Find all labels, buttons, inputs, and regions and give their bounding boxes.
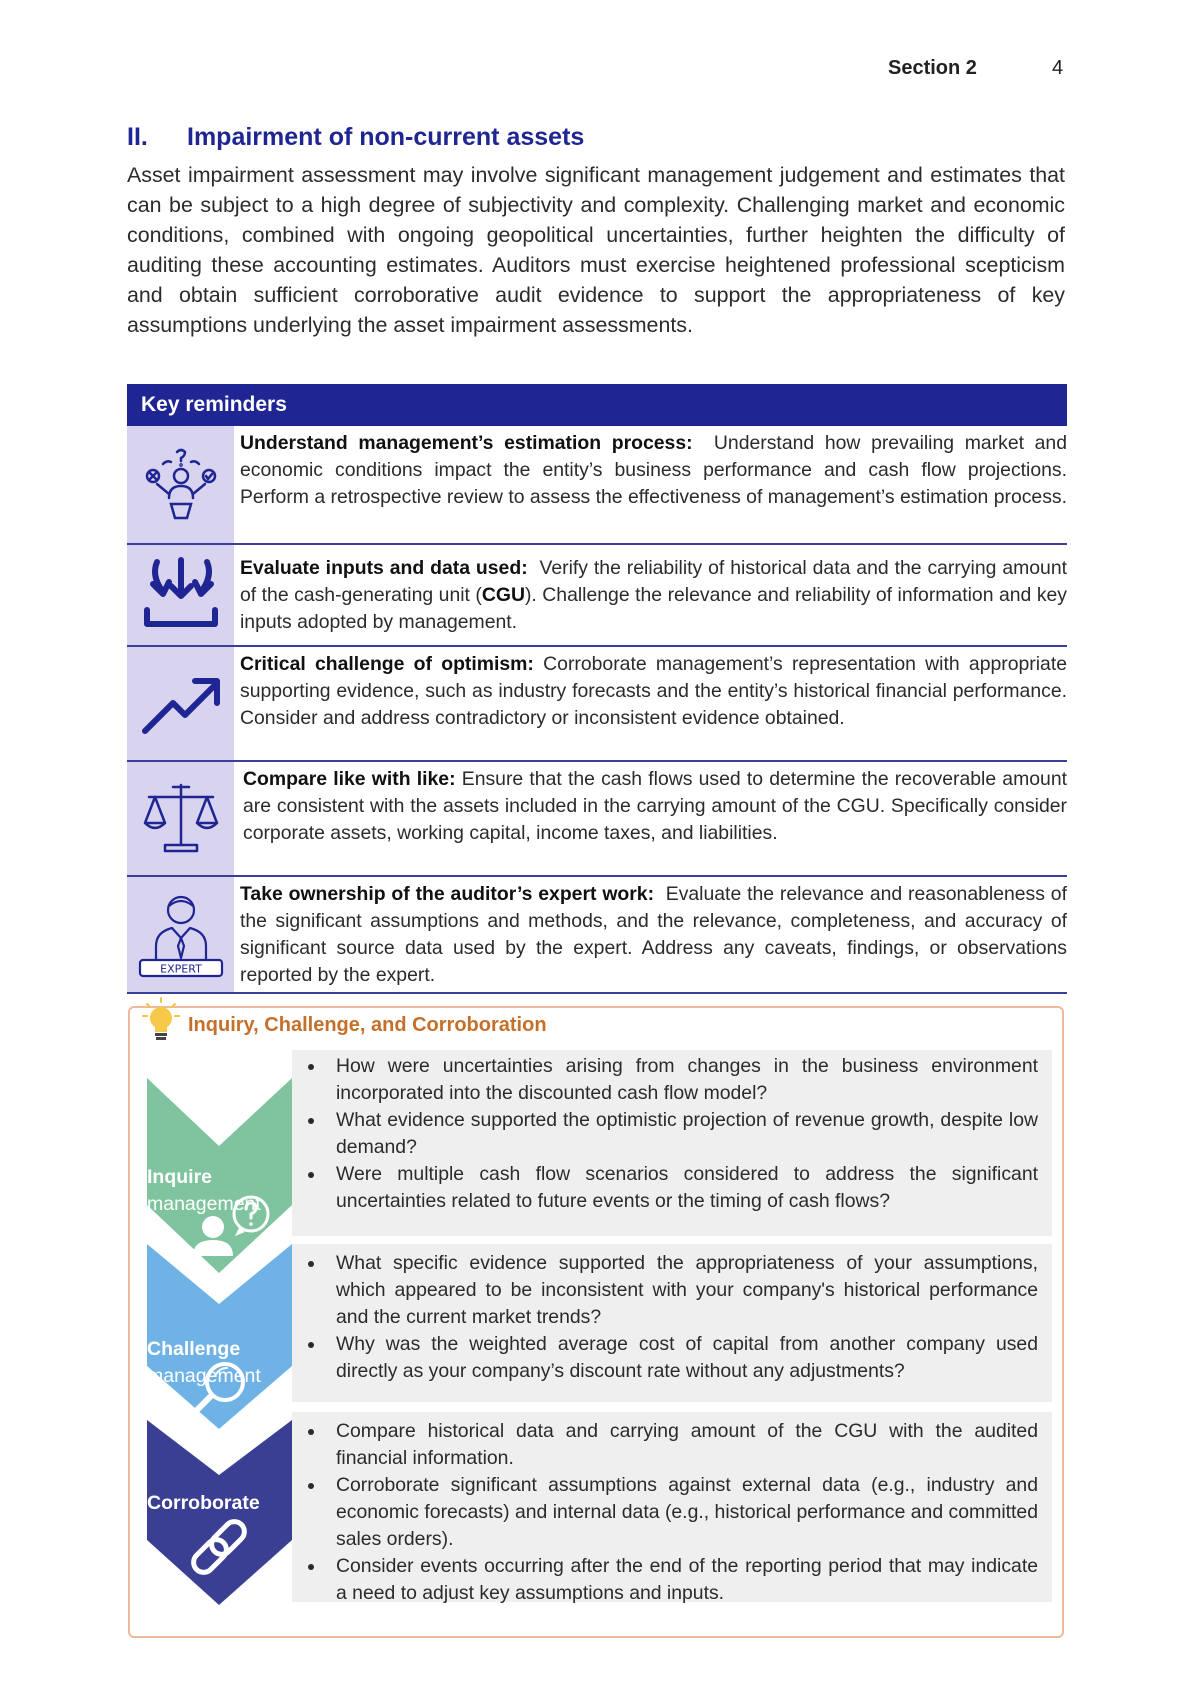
icc-title: Inquiry, Challenge, and Corroboration <box>188 1014 547 1036</box>
reminder-title: Take ownership of the auditor’s expert work: <box>240 883 655 905</box>
cgu-abbreviation: CGU <box>481 584 525 606</box>
heading-title: Impairment of non-current assets <box>187 123 585 151</box>
reminder-text <box>234 877 1067 992</box>
balance-scale-icon <box>127 762 234 875</box>
question-item: • Corroborate significant assumptions against external data (e.g., industry and economic forecasts) and internal data (e.g., historical performance and committed sales orders). <box>326 1472 1038 1553</box>
reminder-body: Corroborate management’s representation with appropriate supporting evidence, such as industry forecasts and the entity’s historical financial performance. Consider and address contradictory or inconsistent evidence obtained. <box>240 653 1068 729</box>
thinking-person-icon <box>127 426 234 543</box>
reminder-text <box>234 762 1067 875</box>
heading-number: II. <box>127 123 148 151</box>
trend-up-arrow-icon <box>127 647 234 760</box>
stage-label-light: management <box>147 1193 261 1215</box>
key-reminders-header: Key reminders <box>127 384 1067 426</box>
reminder-title: Evaluate inputs and data used: <box>240 557 528 579</box>
key-reminders-table <box>127 384 1067 994</box>
stage-label-bold: Inquire <box>147 1166 213 1188</box>
reminder-title: Compare like with like: <box>243 768 456 790</box>
corroborate-label <box>147 1490 260 1517</box>
lightbulb-icon <box>142 996 180 1049</box>
reminder-text <box>234 545 1067 645</box>
reminder-title: Critical challenge of optimism: <box>240 653 534 675</box>
reminder-body: Ensure that the cash flows used to determine the recoverable amount are consistent with the assets included in the carrying amount of the CGU. Specifically consider corporate assets, working capital, income taxes, and liabilities. <box>243 768 1067 844</box>
inquire-label <box>147 1164 261 1218</box>
reminder-body: Evaluate the relevance and reasonableness of the significant assumptions and methods, and the relevance, completeness, and accuracy of significant source data used by the expert. Address any caveats, findings, or observations reported by the expert. <box>240 883 1067 986</box>
reminder-row <box>127 426 1067 545</box>
reminder-text <box>234 647 1067 760</box>
section-label: Section 2 <box>888 57 977 79</box>
corroborate-questions <box>292 1412 1052 1602</box>
expert-person-icon <box>127 877 234 992</box>
corroborate-stage-chevron <box>147 1420 292 1605</box>
reminder-row <box>127 545 1067 647</box>
stage-label-bold: Corroborate <box>147 1492 260 1514</box>
challenge-label <box>147 1336 261 1390</box>
stage-label-light: management <box>147 1365 261 1387</box>
question-item: • Consider events occurring after the end of the reporting period that may indicate a need to adjust key assumptions and inputs. <box>326 1553 1038 1607</box>
reminder-row <box>127 877 1067 994</box>
download-arrows-icon <box>127 545 234 645</box>
question-item: • What evidence supported the optimistic projection of revenue growth, despite low demand? <box>326 1107 1038 1161</box>
question-item: • How were uncertainties arising from changes in the business environment incorporated into the discounted cash flow model? <box>326 1053 1038 1107</box>
section-heading <box>127 123 584 152</box>
reminder-body: Understand how prevailing market and economic conditions impact the entity’s business performance and cash flow projections. Perform a retrospective review to assess the effectiveness of management’s estimation process. <box>240 432 1067 508</box>
question-item: • Compare historical data and carrying amount of the CGU with the audited financial information. <box>326 1418 1038 1472</box>
question-item: • Were multiple cash flow scenarios considered to address the significant uncertainties related to future events or the timing of cash flows? <box>326 1161 1038 1215</box>
reminder-text <box>234 426 1067 543</box>
challenge-questions <box>292 1244 1052 1402</box>
question-item: • What specific evidence supported the appropriateness of your assumptions, which appeared to be inconsistent with your company's historical performance and the current market trends? <box>326 1250 1038 1331</box>
icc-box <box>128 1006 1064 1638</box>
reminder-title: Understand management’s estimation process: <box>240 432 693 454</box>
stage-label-bold: Challenge <box>147 1338 241 1360</box>
expert-label: EXPERT <box>159 962 202 975</box>
intro-paragraph: Asset impairment assessment may involve significant management judgement and estimates that can be subject to a high degree of subjectivity and complexity. Challenging market and economic conditions, combined with ongoing geopolitical uncertainties, further heighten the difficulty of auditing these accounting estimates. Auditors must exercise heightened professional scepticism and obtain sufficient corroborative audit evidence to support the appropriateness of key assumptions underlying the asset impairment assessments. <box>127 163 1065 337</box>
challenge-stage-chevron <box>147 1244 292 1429</box>
question-item: • Why was the weighted average cost of capital from another company used directly as your company’s discount rate without any adjustments? <box>326 1331 1038 1385</box>
reminder-body-start: Verify the reliability of historical data and the carrying amount of the cash-generating unit ( <box>240 557 1068 606</box>
reminder-body-end: ). Challenge the relevance and reliability of information and key inputs adopted by management. <box>240 584 1067 633</box>
inquire-questions <box>292 1050 1052 1236</box>
reminder-row <box>127 762 1067 877</box>
reminder-row <box>127 647 1067 762</box>
page-number: 4 <box>1052 57 1064 79</box>
